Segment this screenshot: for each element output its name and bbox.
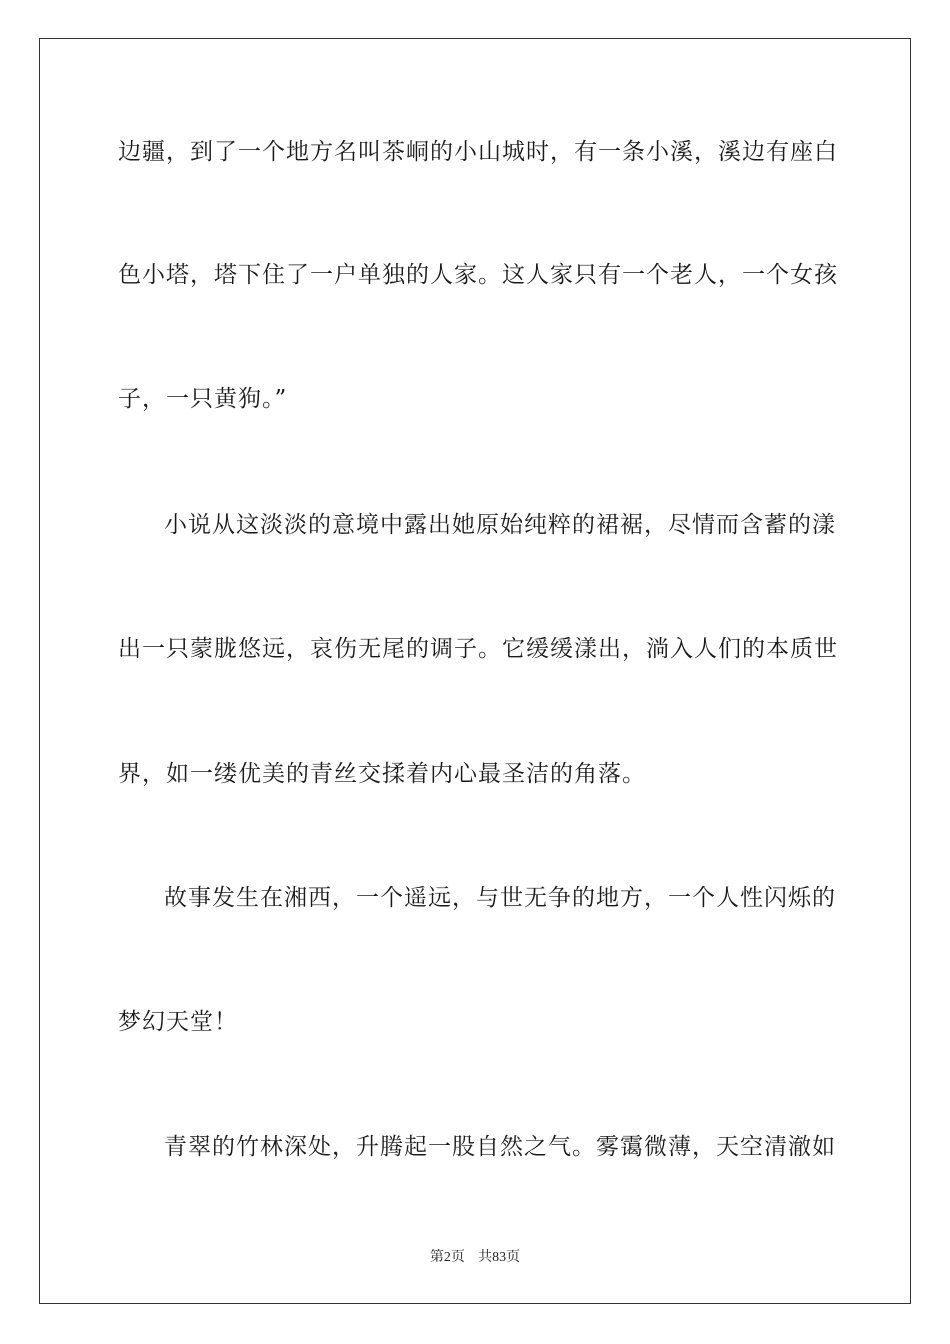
- page-footer: [0, 1248, 950, 1267]
- paragraph-first-line: 青翠的竹林深处，升腾起一股自然之气。雾霭微薄，天空清澈如: [164, 1134, 836, 1160]
- total-suffix: 页: [506, 1249, 521, 1265]
- text-line: 边疆，到了一个地方名叫茶峒的小山城时，有一条小溪，溪边有座白: [118, 139, 838, 165]
- total-pages: 83: [492, 1250, 507, 1265]
- text-line: 子，一只黄狗。”: [118, 386, 288, 412]
- paragraph-first-line: 小说从这淡淡的意境中露出她原始纯粹的裙裾，尽情而含蓄的漾: [164, 512, 836, 538]
- page-prefix: 第: [429, 1249, 444, 1265]
- text-line: 色小塔，塔下住了一户单独的人家。这人家只有一个老人，一个女孩: [118, 262, 838, 288]
- page-border: [39, 38, 911, 1304]
- paragraph-first-line: 故事发生在湘西，一个遥远，与世无争的地方，一个人性闪烁的: [164, 885, 836, 911]
- text-line: 界，如一缕优美的青丝交揉着内心最圣洁的角落。: [118, 761, 646, 787]
- page-number: 2: [443, 1250, 451, 1265]
- text-line: 出一只蒙胧悠远，哀伤无尾的调子。它缓缓漾出，淌入人们的本质世: [118, 636, 838, 662]
- page-suffix: 页: [450, 1249, 465, 1265]
- total-prefix: 共: [478, 1249, 493, 1265]
- text-line: 梦幻天堂！: [118, 1009, 238, 1035]
